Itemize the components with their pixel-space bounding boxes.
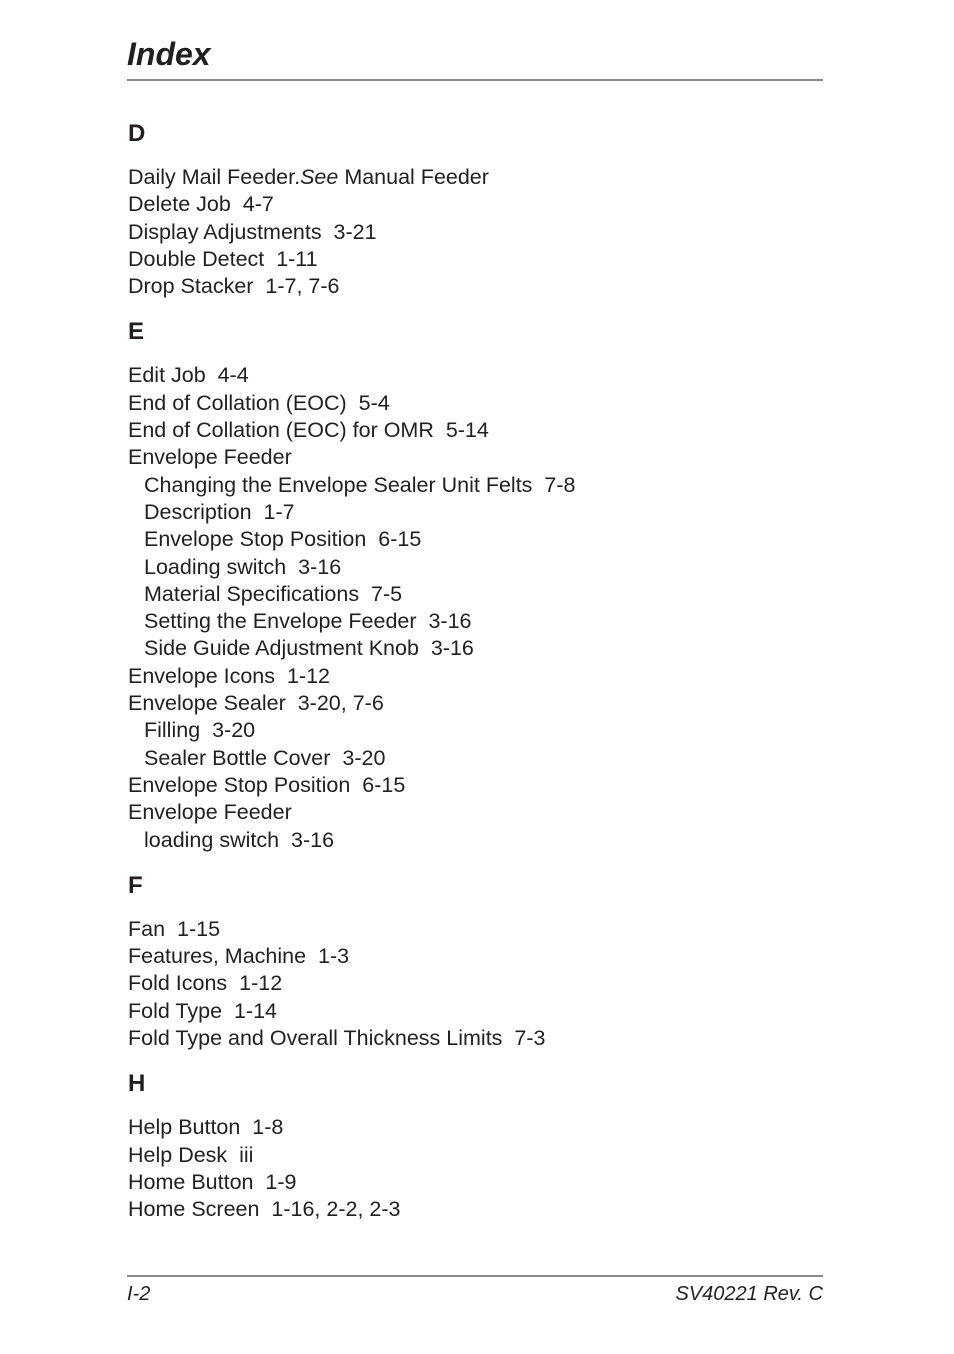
index-subentry xyxy=(128,499,828,526)
index-entry xyxy=(128,943,828,970)
entry-text: Description 1-7 xyxy=(144,499,295,524)
entry-text: Changing the Envelope Sealer Unit Felts 7-8 xyxy=(144,472,576,497)
index-subentry xyxy=(128,526,828,553)
index-entry xyxy=(128,1114,828,1141)
index-entry xyxy=(128,1169,828,1196)
entry-text: Filling 3-20 xyxy=(144,718,256,743)
entry-text: Help Button 1-8 xyxy=(128,1115,284,1140)
entry-text: Fold Type and Overall Thickness Limits 7-3 xyxy=(128,1026,546,1051)
index-entry xyxy=(128,444,828,471)
entry-text: Double Detect 1-11 xyxy=(128,246,318,271)
entry-text: Features, Machine 1-3 xyxy=(128,944,350,969)
index-entry xyxy=(128,998,828,1025)
index-entry xyxy=(128,663,828,690)
index-subentry xyxy=(128,635,828,662)
entry-text: Sealer Bottle Cover 3-20 xyxy=(144,745,386,770)
entry-text: End of Collation (EOC) 5-4 xyxy=(128,390,390,415)
section-letter: H xyxy=(128,1070,146,1098)
section-letter: D xyxy=(128,120,146,147)
entry-text: Envelope Stop Position 6-15 xyxy=(144,527,422,552)
index-entry xyxy=(128,417,828,444)
entry-text: Help Desk iii xyxy=(128,1142,254,1167)
index-entry xyxy=(128,219,828,246)
entry-text: Drop Stacker 1-7, 7-6 xyxy=(128,274,340,299)
entry-text: Fold Type 1-14 xyxy=(128,998,277,1023)
index-entry xyxy=(128,772,828,799)
footer-divider xyxy=(127,1275,823,1277)
entry-text: Envelope Feeder xyxy=(128,445,292,470)
index-subentry xyxy=(128,745,828,772)
index-subentry xyxy=(128,581,828,608)
entry-text: Home Button 1-9 xyxy=(128,1169,297,1194)
index-entry xyxy=(128,799,828,826)
section-letter: E xyxy=(128,318,145,346)
index-entry xyxy=(128,164,828,191)
footer-doc-id: SV40221 Rev. C xyxy=(675,1283,823,1305)
index-entry xyxy=(128,1025,828,1052)
see-reference-label: See xyxy=(300,165,339,189)
index-entry xyxy=(128,246,828,273)
entry-text: Edit Job 4-4 xyxy=(128,363,249,388)
entry-text: Envelope Stop Position 6-15 xyxy=(128,772,406,797)
index-entry xyxy=(128,690,828,717)
entry-text: Side Guide Adjustment Knob 3-16 xyxy=(144,636,474,661)
index-entry xyxy=(128,1142,828,1169)
index-subentry xyxy=(128,717,828,744)
entry-text: loading switch 3-16 xyxy=(144,827,335,852)
index-subentry xyxy=(128,554,828,581)
header-divider xyxy=(127,79,823,81)
entry-list xyxy=(128,164,828,300)
entry-text: Envelope Sealer 3-20, 7-6 xyxy=(128,691,384,716)
entry-text: Delete Job 4-7 xyxy=(128,192,274,217)
entry-text: End of Collation (EOC) for OMR 5-14 xyxy=(128,418,489,443)
entry-text: Setting the Envelope Feeder 3-16 xyxy=(144,609,472,634)
page-title: Index xyxy=(127,36,211,72)
index-entry xyxy=(128,191,828,218)
entry-text: Daily Mail Feeder. xyxy=(128,165,301,189)
index-entry xyxy=(128,273,828,300)
entry-list xyxy=(128,916,828,1052)
entry-text: Envelope Feeder xyxy=(128,800,292,825)
entry-text: Fold Icons 1-12 xyxy=(128,971,283,996)
index-entry xyxy=(128,916,828,943)
index-subentry xyxy=(128,827,828,854)
index-subentry xyxy=(128,472,828,499)
entry-text: Fan 1-15 xyxy=(128,916,221,941)
entry-text: Loading switch 3-16 xyxy=(144,554,342,579)
entry-text: Display Adjustments 3-21 xyxy=(128,219,377,244)
index-entry xyxy=(128,970,828,997)
index-subentry xyxy=(128,608,828,635)
entry-list xyxy=(128,362,828,853)
see-reference-target: Manual Feeder xyxy=(338,165,489,189)
index-body xyxy=(128,118,828,1240)
entry-text: Home Screen 1-16, 2-2, 2-3 xyxy=(128,1197,401,1222)
index-entry xyxy=(128,390,828,417)
section-letter: F xyxy=(128,871,143,899)
footer-page-number: I-2 xyxy=(127,1283,151,1305)
index-entry xyxy=(128,1196,828,1223)
entry-list xyxy=(128,1114,828,1223)
entry-text: Envelope Icons 1-12 xyxy=(128,663,330,688)
index-entry xyxy=(128,362,828,389)
entry-text: Material Specifications 7-5 xyxy=(144,581,403,606)
